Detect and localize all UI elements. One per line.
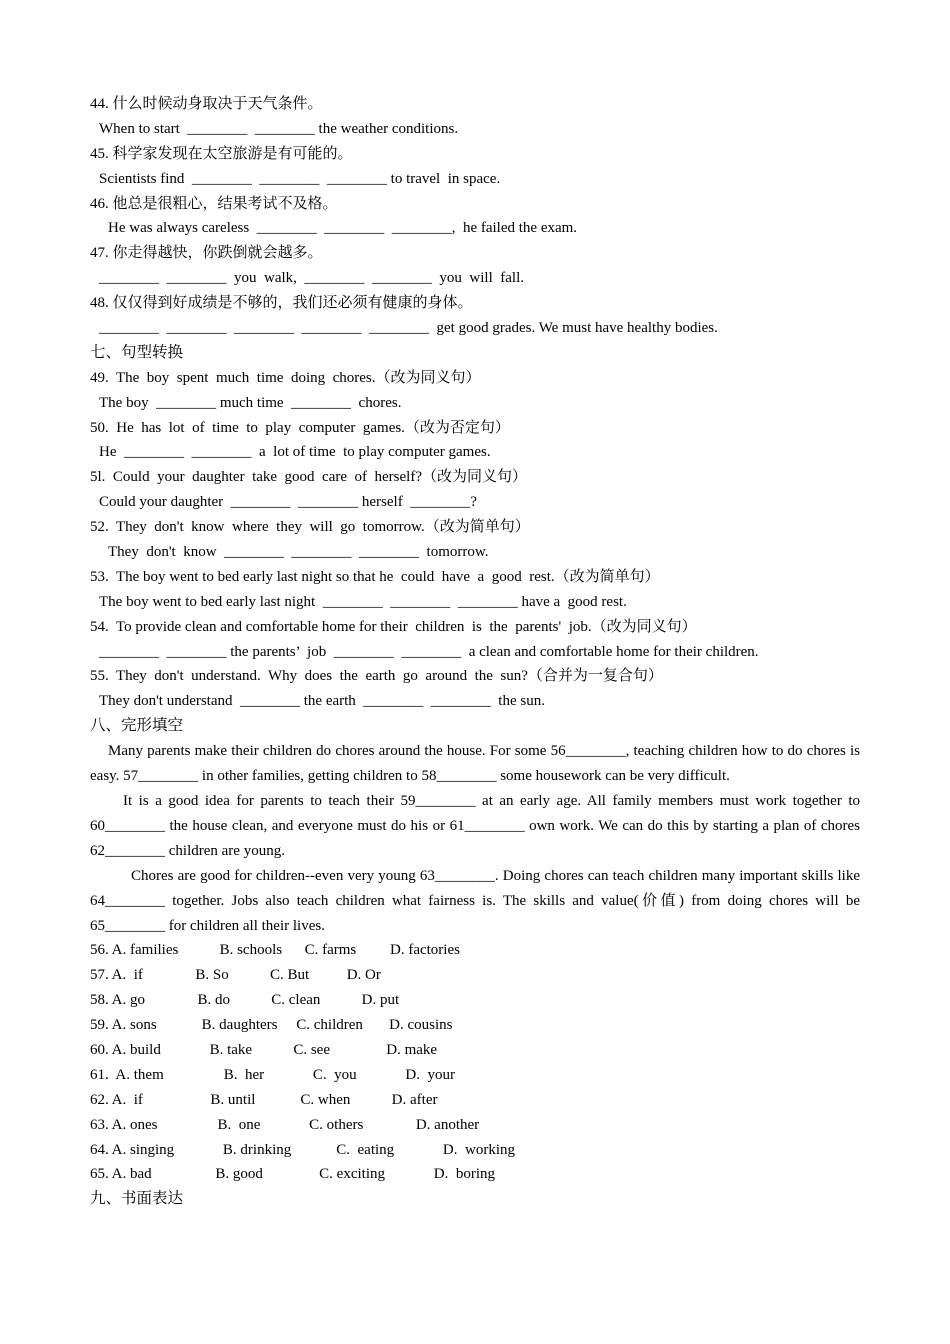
- q48-answer: ________ ________ ________ ________ ________ get good grades. We must have healthy bodies.: [99, 320, 718, 337]
- q53-answer: The boy went to bed early last night ________ ________ ________ have a good rest.: [99, 593, 627, 610]
- q52-prompt: 52. They don't know where they will go tomorrow.（改为简单句）: [90, 519, 530, 536]
- q55-answer: They don't understand ________ the earth ________ ________ the sun.: [99, 693, 545, 710]
- q65-options: 65. A. bad B. good C. exciting D. boring: [90, 1166, 495, 1183]
- cloze-paragraph-1: Many parents make their children do chores around the house. For some 56________, teaching children how to do chores is easy. 57________ in other families, getting children to 58________ some housework can be very difficult.: [90, 743, 860, 785]
- section-8-heading: 八、完形填空: [90, 717, 184, 735]
- section-9-heading: 九、书面表达: [90, 1190, 184, 1208]
- q47-prompt: 47. 你走得越快，你跌倒就会越多。: [90, 245, 323, 262]
- q47-answer: ________ ________ you walk, ________ ________ you will fall.: [99, 270, 524, 287]
- cloze-paragraph-2: It is a good idea for parents to teach their 59________ at an early age. All family members must work together to 60________ the house clean, and everyone must do his or 61________ own work. We can do this by starting a plan of chores 62________ children are young.: [90, 792, 860, 859]
- worksheet-page: [90, 92, 860, 1212]
- q53-prompt: 53. The boy went to bed early last night so that he could have a good rest.（改为简单句）: [90, 568, 660, 585]
- q50-prompt: 50. He has lot of time to play computer games.（改为否定句）: [90, 419, 510, 436]
- q54-prompt: 54. To provide clean and comfortable home for their children is the parents' job.（改为同义句）: [90, 618, 697, 635]
- q55-prompt: 55. They don't understand. Why does the earth go around the sun?（合并为一复合句）: [90, 668, 663, 685]
- q60-options: 60. A. build B. take C. see D. make: [90, 1041, 438, 1058]
- q44-prompt: 44. 什么时候动身取决于天气条件。: [90, 96, 323, 112]
- q51-answer: Could your daughter ________ ________ herself ________?: [99, 494, 477, 511]
- q59-options: 59. A. sons B. daughters C. children D. cousins: [90, 1017, 453, 1034]
- q61-options: 61. A. them B. her C. you D. your: [90, 1066, 455, 1083]
- q46-prompt: 46. 他总是很粗心，结果考试不及格。: [90, 195, 338, 212]
- q51-prompt: 5l. Could your daughter take good care of herself?（改为同义句）: [90, 469, 527, 486]
- q48-prompt: 48. 仅仅得到好成绩是不够的，我们还必须有健康的身体。: [90, 295, 473, 312]
- q49-answer: The boy ________ much time ________ chores.: [99, 394, 402, 411]
- q62-options: 62. A. if B. until C. when D. after: [90, 1091, 438, 1108]
- q45-prompt: 45. 科学家发现在太空旅游是有可能的。: [90, 145, 353, 162]
- q57-options: 57. A. if B. So C. But D. Or: [90, 967, 381, 984]
- q45-answer: Scientists find ________ ________ ________ to travel in space.: [99, 170, 501, 187]
- q44-answer: When to start ________ ________ the weather conditions.: [99, 120, 459, 137]
- q54-answer: ________ ________ the parents’ job ________ ________ a clean and comfortable home for their children.: [99, 643, 759, 660]
- q50-answer: He ________ ________ a lot of time to play computer games.: [99, 444, 491, 461]
- q49-prompt: 49. The boy spent much time doing chores.（改为同义句）: [90, 369, 481, 386]
- cloze-paragraph-3: Chores are good for children--even very young 63________. Doing chores can teach children many important skills like 64________ together. Jobs also teach children what fairness is. The skills and value(价值) from doing chores will be 65________ for children all their lives.: [90, 867, 860, 934]
- q63-options: 63. A. ones B. one C. others D. another: [90, 1116, 480, 1133]
- q58-options: 58. A. go B. do C. clean D. put: [90, 992, 400, 1009]
- q56-options: 56. A. families B. schools C. farms D. factories: [90, 942, 460, 959]
- section-7-heading: 七、句型转换: [90, 343, 184, 361]
- q64-options: 64. A. singing B. drinking C. eating D. working: [90, 1141, 515, 1158]
- q46-answer: He was always careless ________ ________ ________, he failed the exam.: [108, 220, 578, 237]
- q52-answer: They don't know ________ ________ ________ tomorrow.: [108, 544, 489, 561]
